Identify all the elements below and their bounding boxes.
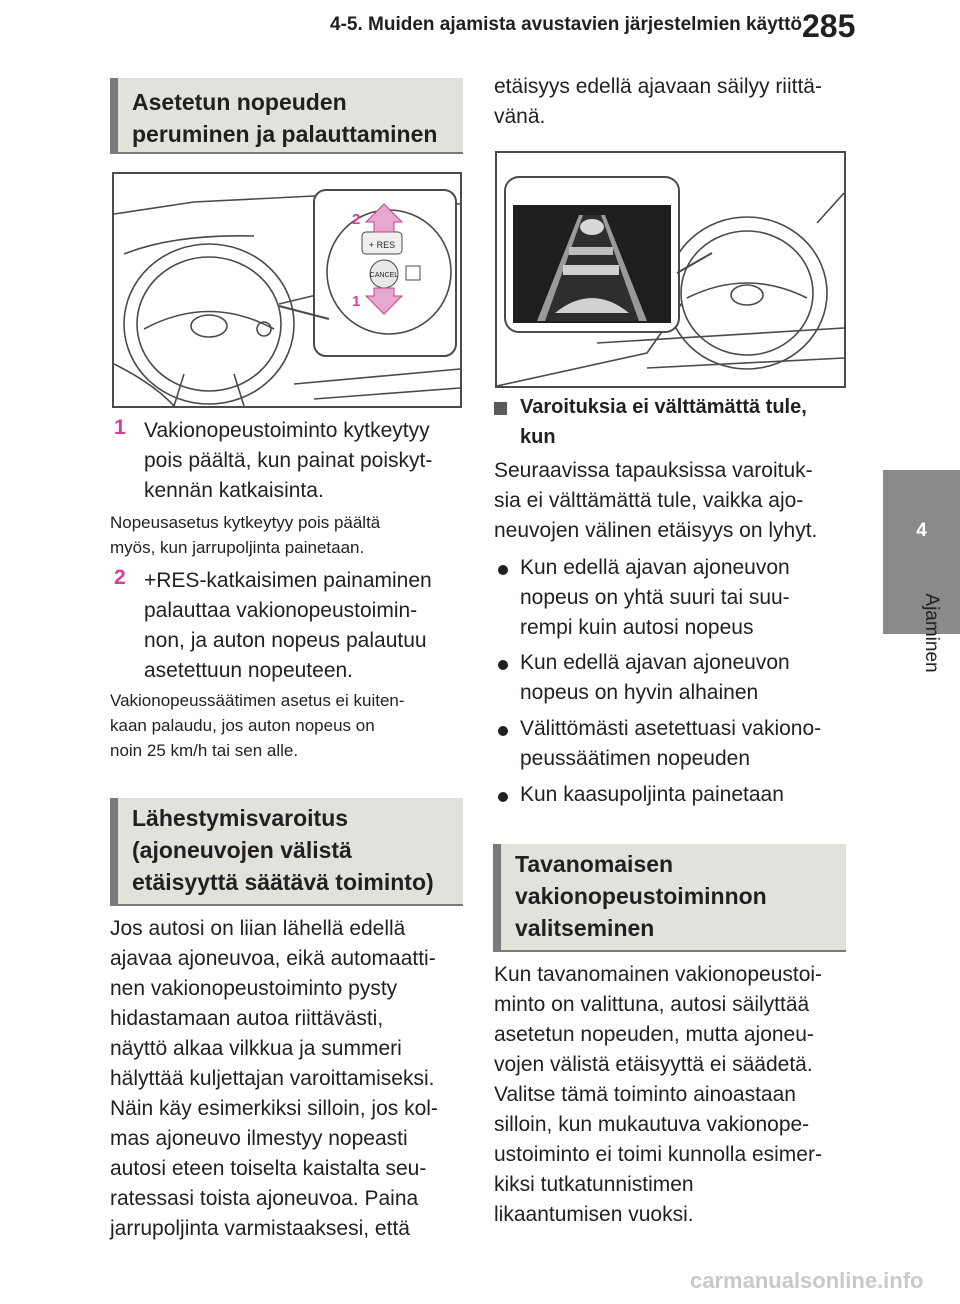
para-line: vänä. — [494, 105, 546, 128]
step-2-number: 2 — [114, 566, 126, 589]
steering-wheel-illustration — [114, 174, 460, 406]
note-1 — [110, 510, 470, 560]
marker-1: 1 — [352, 293, 361, 310]
section-heading-line: Tavanomaisen — [515, 851, 674, 877]
approach-warning-paragraph — [110, 914, 470, 1244]
section-heading-cancel-resume — [110, 78, 463, 152]
bullet-line: Kun kaasupoljinta painetaan — [520, 783, 784, 806]
bullet-item — [520, 648, 860, 708]
section-heading-line: etäisyyttä säätävä toiminto) — [132, 869, 434, 895]
para-line: vojen välistä etäisyyttä ei säädetä. — [494, 1053, 813, 1076]
step-2-text — [144, 566, 464, 686]
para-line: Jos autosi on liian lähellä edellä — [110, 917, 406, 940]
step-1-number: 1 — [114, 416, 126, 439]
bullet-dot — [498, 565, 508, 575]
para-line: ratessasi toista ajoneuvoa. Paina — [110, 1187, 419, 1210]
para-line: Valitse tämä toiminto ainoastaan — [494, 1083, 796, 1106]
step-1-line: kennän katkaisinta. — [144, 479, 324, 502]
step-2-line: asetettuun nopeuteen. — [144, 659, 354, 682]
note-2 — [110, 688, 470, 763]
chapter-tab-number: 4 — [916, 520, 927, 541]
bullet-line: peussäätimen nopeuden — [520, 747, 751, 770]
bullet-dot — [498, 792, 508, 802]
bullet-line: rempi kuin autosi nopeus — [520, 616, 754, 639]
subhead-marker — [494, 402, 507, 415]
bullet-line: Kun edellä ajavan ajoneuvon — [520, 651, 790, 674]
figure-steering-switch — [112, 172, 462, 408]
bullet-item — [520, 714, 860, 774]
section-heading-line: Lähestymisvaroitus — [132, 805, 349, 831]
para-line: likaantumisen vuoksi. — [494, 1203, 694, 1226]
bullet-dot — [498, 660, 508, 670]
note-line: noin 25 km/h tai sen alle. — [110, 741, 299, 760]
subhead-no-warning — [520, 392, 850, 452]
subhead-line: Varoituksia ei välttämättä tule, — [520, 396, 807, 418]
para-line: sia ei välttämättä tule, vaikka ajo- — [494, 489, 804, 512]
para-line: ustoiminto ei toimi kunnolla esimer- — [494, 1143, 822, 1166]
para-line: Kun tavanomainen vakionopeustoi- — [494, 963, 823, 986]
step-2-line: +RES-katkaisimen painaminen — [144, 569, 432, 592]
marker-2: 2 — [352, 211, 361, 228]
bullet-dot — [498, 726, 508, 736]
section-heading-line: (ajoneuvojen välistä — [132, 837, 352, 863]
conventional-mode-paragraph — [494, 960, 854, 1230]
chapter-title: 4-5. Muiden ajamista avustavien järjestelmien käyttö — [330, 14, 803, 35]
bullet-line: Kun edellä ajavan ajoneuvon — [520, 556, 790, 579]
step-2-line: palauttaa vakionopeustoimin- — [144, 599, 418, 622]
para-line: autosi eteen toiselta kaistalta seu- — [110, 1157, 427, 1180]
para-line: Näin käy esimerkiksi silloin, jos kol- — [110, 1097, 438, 1120]
chapter-tab-label: Ajaminen — [921, 593, 942, 673]
section-heading-conventional-mode — [493, 844, 846, 950]
para-line: hälyttää kuljettajan varoittamiseksi. — [110, 1067, 435, 1090]
section-heading-text: Asetetun nopeuden peruminen ja palauttaminen — [132, 89, 438, 147]
para-line: hidastamaan autoa riittävästi, — [110, 1007, 384, 1030]
para-line: ajavaa ajoneuvoa, eikä automaatti- — [110, 947, 436, 970]
page-number: 285 — [802, 8, 856, 44]
step-1-line: Vakionopeustoiminto kytkeytyy — [144, 419, 430, 442]
para-line: jarrupoljinta varmistaaksesi, että — [110, 1217, 410, 1240]
no-warning-paragraph — [494, 456, 854, 546]
para-line: nen vakionopeustoiminto pysty — [110, 977, 398, 1000]
figure-display-warning — [495, 151, 846, 388]
continued-paragraph — [494, 72, 854, 132]
bullet-line: nopeus on hyvin alhainen — [520, 681, 759, 704]
step-1-line: pois päältä, kun painat poiskyt- — [144, 449, 433, 472]
section-heading-approach-warning — [110, 798, 463, 904]
para-line: kiksi tutkatunnistimen — [494, 1173, 694, 1196]
step-2-line: non, ja auton nopeus palautuu — [144, 629, 427, 652]
note-line: myös, kun jarrupoljinta painetaan. — [110, 538, 365, 557]
display-illustration — [497, 153, 844, 386]
bullet-item — [520, 553, 860, 643]
chapter-tab-label-wrap — [917, 592, 942, 682]
note-line: kaan palaudu, jos auton nopeus on — [110, 716, 375, 735]
bullet-item — [520, 780, 860, 810]
para-line: asetetun nopeuden, mutta ajoneu- — [494, 1023, 814, 1046]
subhead-line: kun — [520, 426, 556, 448]
para-line: silloin, kun mukautuva vakionope- — [494, 1113, 810, 1136]
section-heading-line: vakionopeustoiminnon — [515, 883, 767, 909]
para-line: Seuraavissa tapauksissa varoituk- — [494, 459, 813, 482]
para-line: mas ajoneuvo ilmestyy nopeasti — [110, 1127, 408, 1150]
note-line: Nopeusasetus kytkeytyy pois päältä — [110, 513, 381, 532]
para-line: näyttö alkaa vilkkua ja summeri — [110, 1037, 402, 1060]
para-line: neuvojen välinen etäisyys on lyhyt. — [494, 519, 818, 542]
step-1-text — [144, 416, 464, 506]
res-switch-label: + RES — [368, 240, 396, 250]
cancel-switch-label: CANCEL — [369, 272, 399, 279]
watermark: carmanualsonline.info — [690, 1268, 924, 1293]
section-heading-line: valitseminen — [515, 915, 655, 941]
para-line: minto on valittuna, autosi säilyttää — [494, 993, 810, 1016]
bullet-line: nopeus on yhtä suuri tai suu- — [520, 586, 790, 609]
note-line: Vakionopeussäätimen asetus ei kuiten- — [110, 691, 405, 710]
para-line: etäisyys edellä ajavaan säilyy riittä- — [494, 75, 822, 98]
bullet-line: Välittömästi asetettuasi vakiono- — [520, 717, 822, 740]
